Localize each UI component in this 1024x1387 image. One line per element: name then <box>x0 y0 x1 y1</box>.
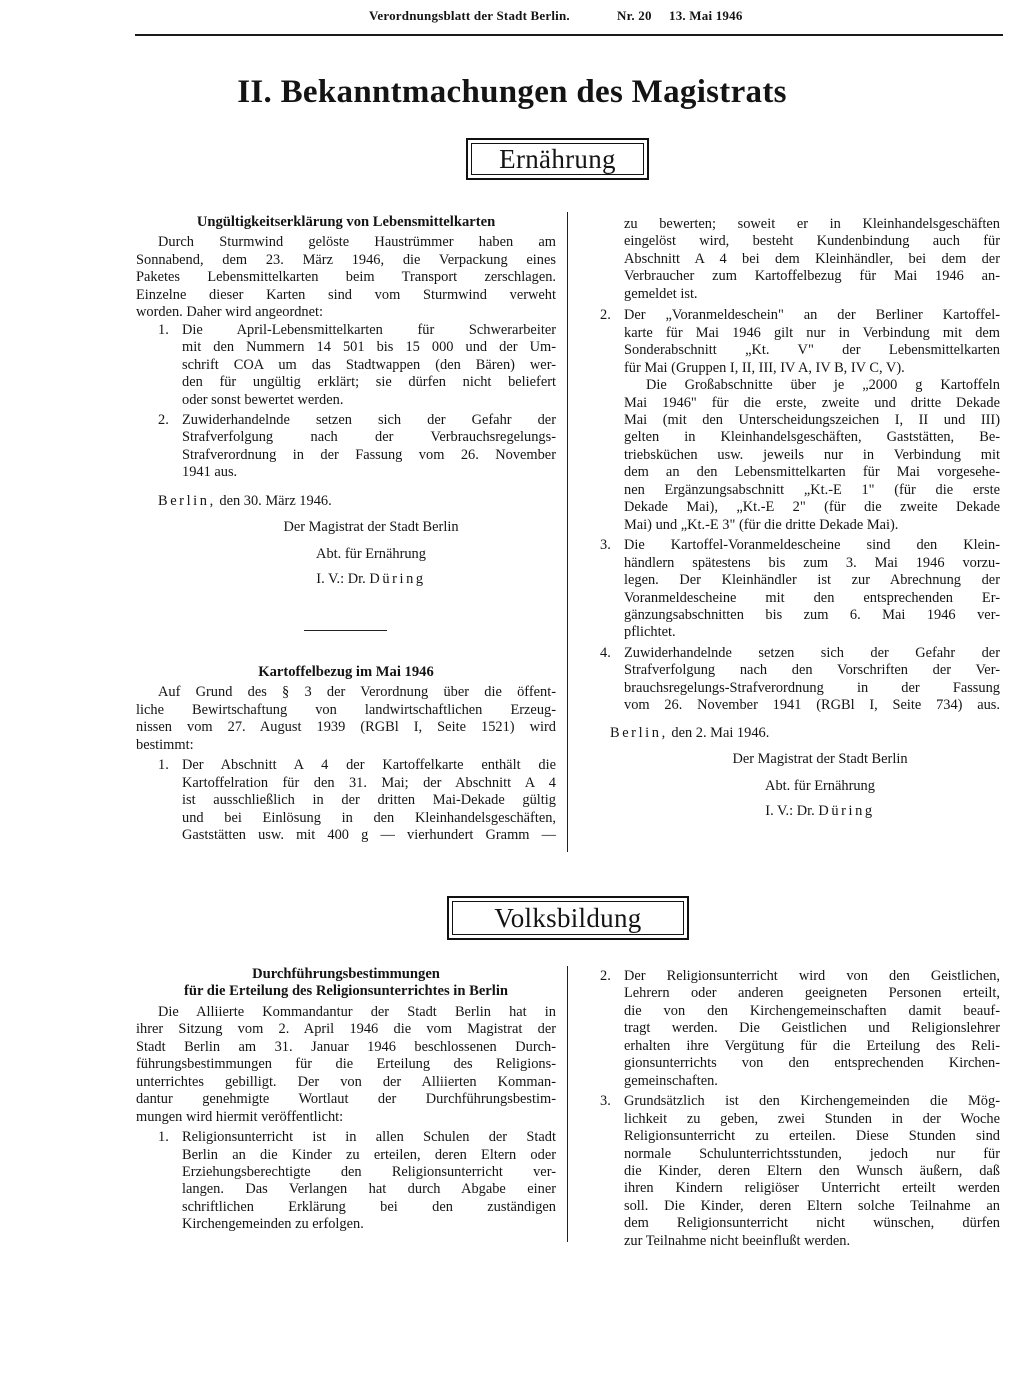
item-line: gelten in Kleinhandelsgeschäften, Gaststätten, Be- <box>624 429 1000 446</box>
item-line: Der „Voranmeldeschein" an der Berliner Kartoffel- <box>624 307 1000 324</box>
signature-line <box>600 803 1000 820</box>
column-divider <box>567 212 568 852</box>
item-line: ihren Kindern religiöser Unterricht erteilt werden <box>624 1180 1000 1197</box>
item-line: oder sonst bewertet werden. <box>182 391 344 408</box>
date: den 30. März 1946. <box>219 492 332 509</box>
item-line: Mai (mit den Unterscheidungszeichen I, II und III) <box>624 411 1000 428</box>
paragraph-line: Auf Grund des § 3 der Verordnung über die öffent- <box>158 684 556 701</box>
gazette-title: Verordnungsblatt der Stadt Berlin. <box>369 8 570 23</box>
signature-line: Abt. für Ernährung <box>316 545 426 562</box>
header-rule <box>135 34 1003 36</box>
item-line: den für ungültig erklärt; sie dürfen nicht beliefert <box>182 374 556 391</box>
item-line: langen. Das Verlangen hat durch Abgabe einer <box>182 1181 556 1198</box>
item-number: 2. <box>600 968 611 984</box>
item-line: Grundsätzlich ist den Kirchengemeinden die Mög- <box>624 1093 1000 1110</box>
list-item <box>600 968 1000 1090</box>
date: den 2. Mai 1946. <box>671 724 770 741</box>
item-line: die Kinder, deren Eltern den Wunsch äußern, daß <box>624 1162 1000 1179</box>
item-line: Erziehungsberechtigte den Religionsunterricht ver- <box>182 1163 556 1180</box>
item-line: Dekade Mai), „Kt.-E 2" (für die zweite Dekade <box>624 499 1000 516</box>
item-line: Berlin an die Kinder zu erteilen, deren Eltern oder <box>182 1146 556 1163</box>
item-line: Die Kartoffel-Voranmeldescheine sind den Klein- <box>624 537 1000 554</box>
paragraph-line: gemeldet ist. <box>624 285 698 302</box>
item-line: mit den Nummern 14 501 bis 15 000 und der Um- <box>182 339 556 356</box>
box-label: Ernährung <box>499 144 616 174</box>
heading-box-volksbildung <box>447 896 689 940</box>
signature-name: Düring <box>369 571 426 588</box>
place-date <box>136 493 556 510</box>
signature-line: Der Magistrat der Stadt Berlin <box>732 751 908 768</box>
item-line: triebsküchen usw. jeweils nur in Verbindung mit <box>624 446 1000 463</box>
item-number: 2. <box>158 411 169 428</box>
paragraph-line: nissen vom 27. August 1939 (RGBl I, Seite 1521) wird <box>136 719 556 736</box>
item-line: soll. Die Kinder, deren Eltern solche Teilnahme an <box>624 1197 1000 1214</box>
paragraph-line: worden. Daher wird angeordnet: <box>136 304 324 321</box>
article-religionsunterricht <box>136 966 556 1234</box>
paragraph-line: Stadt Berlin am 31. Januar 1946 beschlossenen Durch- <box>136 1038 556 1055</box>
item-line: Strafverordnung in der Fassung vom 26. November <box>182 446 556 463</box>
item-line: legen. Der Kleinhändler ist zur Abrechnung der <box>624 572 1000 589</box>
list-item <box>158 322 556 409</box>
item-line: Voranmeldescheine mit den entsprechenden Er- <box>624 589 1000 606</box>
signature-prefix: I. V.: Dr. <box>765 803 815 820</box>
item-number: 3. <box>600 1093 611 1110</box>
item-line: 1941 aus. <box>182 464 238 481</box>
article-kartoffelbezug-continued <box>600 216 1000 821</box>
item-line: zur Teilnahme nicht beeinflußt werden. <box>624 1232 851 1249</box>
article-heading: Ungültigkeitserklärung von Lebensmittelkarten <box>196 214 496 230</box>
article-heading: Kartoffelbezug im Mai 1946 <box>258 664 434 680</box>
list-item <box>600 645 1000 715</box>
item-line: für Mai (Gruppen I, II, III, IV A, IV B, IV C, V). <box>624 359 905 376</box>
item-number: 4. <box>600 644 611 661</box>
item-line: gemeinschaften. <box>624 1072 718 1089</box>
item-line: Mai) und „Kt.-E 3" (für die dritte Dekade Mai). <box>624 516 899 533</box>
paragraph-line: liche Bewirtschaftung von landwirtschaftlichen Erzeug- <box>136 701 556 718</box>
item-line: brauchsregelungs-Strafverordnung in der Fassung <box>624 679 1000 696</box>
item-number: 2. <box>600 307 611 324</box>
item-number: 1. <box>158 757 169 774</box>
item-line: Religionsunterricht ist in allen Schulen der Stadt <box>182 1129 556 1146</box>
item-line: schrift COA um das Stadtwappen (den Bären) wer- <box>182 356 556 373</box>
item-line: gionsunterrichts von den entsprechenden Kirchen- <box>624 1055 1000 1072</box>
item-line: Der Abschnitt A 4 der Kartoffelkarte enthält die <box>182 757 556 774</box>
item-line: nen Ergänzungsabschnitt „Kt.-E 1" (für die erste <box>624 481 1000 498</box>
item-line: Der Religionsunterricht wird von den Geistlichen, <box>624 968 1000 984</box>
paragraph-line: eingelöst wird, besteht Kundenbindung auch für <box>624 233 1000 250</box>
paragraph-line: führungsbestimmungen für die Erteilung des Religions- <box>136 1056 556 1073</box>
item-line: Strafverfolgung nach der Verbrauchsregelungs- <box>182 429 556 446</box>
paragraph-line: zu bewerten; soweit er in Kleinhandelsgeschäften <box>624 216 1000 232</box>
list-item <box>600 307 1000 534</box>
paragraph-line: unterrichtes gebilligt. Der von der Alliierten Komman- <box>136 1073 556 1090</box>
item-line: Zuwiderhandelnde setzen sich der Gefahr der <box>182 411 556 428</box>
list-item <box>600 537 1000 642</box>
signature-name: Düring <box>818 803 875 820</box>
item-line: händlern spätestens bis zum 3. Mai 1946 vorzu- <box>624 554 1000 571</box>
item-line: Zuwiderhandelnde setzen sich der Gefahr der <box>624 644 1000 661</box>
article-subheading: für die Erteilung des Religionsunterrichtes in Berlin <box>183 983 509 1000</box>
item-line: schriftlichen Erklärung bei den zuständigen <box>182 1198 556 1215</box>
item-line: dem an den Lebensmittelkarten für Mai vorgesehe- <box>624 464 1000 481</box>
signature-line: Der Magistrat der Stadt Berlin <box>283 519 459 536</box>
article-kartoffelbezug <box>136 664 556 845</box>
item-line: Gaststätten usw. mit 400 g — vierhundert Gramm — <box>182 827 556 844</box>
item-number: 3. <box>600 537 611 554</box>
signature-prefix: I. V.: Dr. <box>316 571 366 588</box>
paragraph-line: dantur genehmigte Wortlaut der Durchführungsbestim- <box>136 1091 556 1108</box>
issue-date: 13. Mai 1946 <box>669 8 743 23</box>
item-line: gänzungsabschnitten bis zum 6. Mai 1946 ver- <box>624 606 1000 623</box>
item-line: Kirchengemeinden zu erfolgen. <box>182 1216 364 1233</box>
paragraph-line: Durch Sturmwind gelöste Haustrümmer haben am <box>158 234 556 251</box>
place: Berlin, <box>610 724 668 741</box>
box-label: Volksbildung <box>494 903 642 933</box>
list-item <box>158 757 556 844</box>
item-line: Mai 1946" für die erste, zweite und dritte Dekade <box>624 394 1000 411</box>
paragraph-line: Einzelne dieser Karten sind vom Sturmwind verweht <box>136 286 556 303</box>
item-line: dem Religionsunterricht nicht wünschen, dürfen <box>624 1215 1000 1232</box>
item-line: normale Schulunterrichtsstunden, jedoch nur für <box>624 1145 1000 1162</box>
item-line: tragt werden. Die Geistlichen und Religionslehrer <box>624 1020 1000 1037</box>
paragraph-line: bestimmt: <box>136 736 194 753</box>
item-number: 1. <box>158 321 169 338</box>
item-line: erhalten ihre Vergütung für die Erteilung des Reli- <box>624 1037 1000 1054</box>
signature-line: Abt. für Ernährung <box>765 777 875 794</box>
item-line: vom 26. November 1941 (RGBl I, Seite 734) aus. <box>624 697 1000 714</box>
paragraph-line: ihrer Sitzung vom 2. April 1946 die vom Magistrat der <box>136 1021 556 1038</box>
place-date <box>600 725 1000 742</box>
article-lebensmittelkarten <box>136 214 556 589</box>
place: Berlin, <box>158 492 216 509</box>
signature-line <box>136 571 556 588</box>
section-title: II. Bekanntmachungen des Magistrats <box>237 74 787 110</box>
item-line: pflichtet. <box>624 624 676 641</box>
paragraph-line: Abschnitt A 4 bei dem Kleinhändler, bei dem der <box>624 250 1000 267</box>
item-line: karte für Mai 1946 gilt nur in Verbindung mit dem <box>624 324 1000 341</box>
item-line: die von den Kirchengemeinschaften damit beauf- <box>624 1002 1000 1019</box>
list-item <box>158 412 556 482</box>
heading-box-ernaehrung <box>466 138 649 180</box>
paragraph-line: Verbraucher zum Kartoffelbezug für Mai 1946 an- <box>624 268 1000 285</box>
paragraph-line: mungen wird hiermit veröffentlicht: <box>136 1108 344 1125</box>
paragraph-line: Sonnabend, dem 23. März 1946, die Verpackung eines <box>136 251 556 268</box>
paragraph-line: Die Alliierte Kommandantur der Stadt Berlin hat in <box>158 1003 556 1020</box>
item-line: lichkeit zu geben, zwei Stunden in der Woche <box>624 1110 1000 1127</box>
item-line: und bei Einlösung in den Kleinhandelsgeschäften, <box>182 809 556 826</box>
paragraph-line: Paketes Lebensmittelkarten beim Transport zerschlagen. <box>136 269 556 286</box>
column-divider <box>567 966 568 1242</box>
list-item <box>600 1093 1000 1250</box>
list-item <box>158 1129 556 1234</box>
item-number: 1. <box>158 1129 169 1146</box>
item-line: Sonderabschnitt „Kt. V" der Lebensmittelkarten <box>624 342 1000 359</box>
item-line: Die April-Lebensmittelkarten für Schwerarbeiter <box>182 321 556 338</box>
issue-number: Nr. 20 <box>617 8 652 23</box>
item-line: Die Großabschnitte über je „2000 g Kartoffeln <box>646 377 1000 394</box>
article-religionsunterricht-continued <box>600 968 1000 1250</box>
article-heading: Durchführungsbestimmungen <box>252 966 440 982</box>
item-line: Lehrern oder anderen geeigneten Personen erteilt, <box>624 985 1000 1002</box>
item-line: ist ausschließlich in der dritten Mai-Dekade gültig <box>182 792 556 809</box>
item-line: Religionsunterricht zu erteilen. Diese Stunden sind <box>624 1128 1000 1145</box>
item-line: Strafverfolgung nach den Vorschriften der Ver- <box>624 662 1000 679</box>
article-separator <box>304 630 387 631</box>
item-line: Kartoffelration für den 31. Mai; der Abschnitt A 4 <box>182 774 556 791</box>
continued-paragraph <box>600 216 1000 303</box>
